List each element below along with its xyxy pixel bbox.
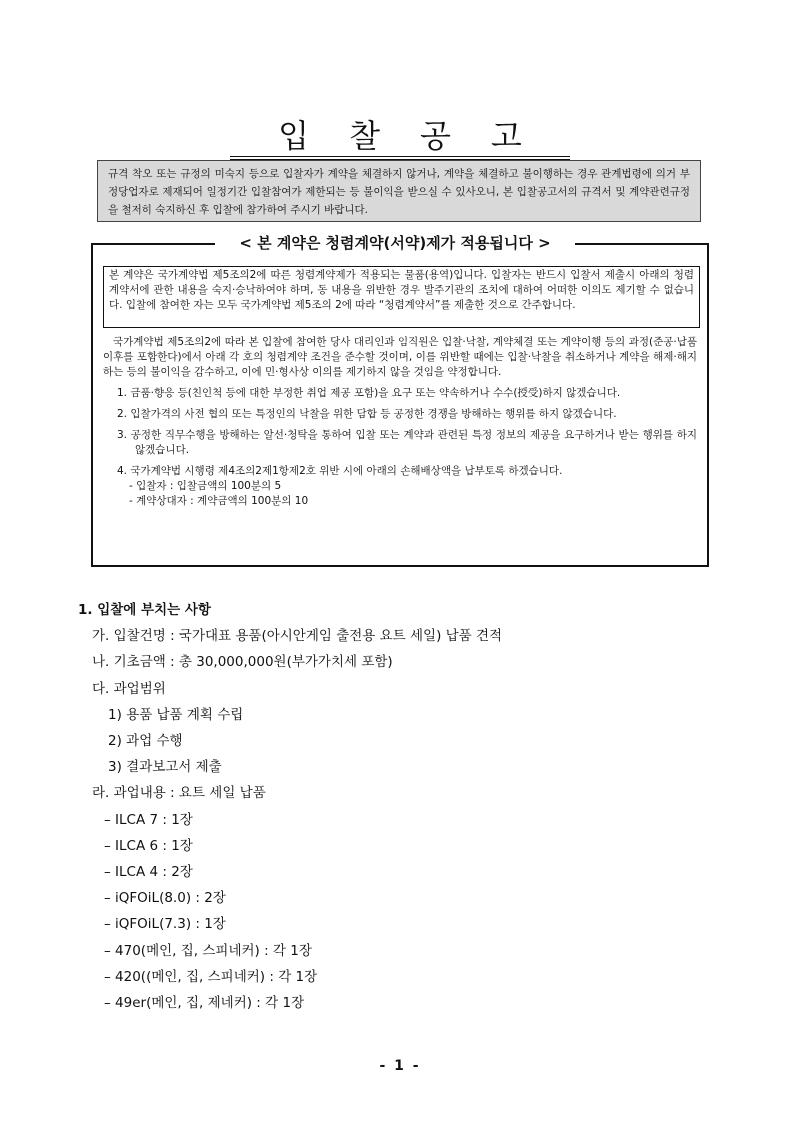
content-item: – iQFOiL(7.3) : 1장 xyxy=(104,916,226,933)
scope-item: 1) 용품 납품 계획 수립 xyxy=(108,706,244,723)
content-item: – 470(메인, 집, 스피네커) : 각 1장 xyxy=(104,942,312,959)
bid-name: 가. 입찰건명 : 국가대표 용품(아시안게임 출전용 요트 세일) 납품 견적 xyxy=(92,628,503,645)
page-title: 입찰공고 xyxy=(230,116,570,160)
pledge-item: 4. 국가계약법 시행령 제4조의2제1항제2호 위반 시에 아래의 손해배상액을 납부토록 하겠습니다. xyxy=(117,465,563,477)
content-item: – ILCA 6 : 1장 xyxy=(104,837,193,854)
bid-items-section xyxy=(78,597,718,1016)
pledge-item: 3. 공정한 직무수행을 방해하는 알선·청탁을 통하여 입찰 또는 계약과 관련된 특정 정보의 제공을 요구하거나 받는 행위를 하지 않겠습니다. xyxy=(117,429,697,456)
scope-item: 2) 과업 수행 xyxy=(108,733,183,750)
penalty-item: - 입찰자 : 입찰금액의 100분의 5 xyxy=(129,480,282,492)
scope-label: 다. 과업범위 xyxy=(92,680,166,697)
warning-notice: 규격 착오 또는 규정의 미숙지 등으로 입찰자가 계약을 체결하지 않거나, 계약을 체결하고 불이행하는 경우 관계법령에 의거 부정당업자로 제재되어 일정기간 입찰참여가 제한되는 등 불이익을 받으실 수 있사오니, 본 입찰공고서의 규격서 및 계약관련규정을 철저히 숙지하신 후 입찰에 참가하여 주시기 바랍니다. xyxy=(97,160,701,222)
penalty-item: - 계약상대자 : 계약금액의 100분의 10 xyxy=(129,495,309,507)
integrity-contract-heading: < 본 계약은 청렴계약(서약)제가 적용됩니다 > xyxy=(215,232,575,254)
integrity-pledge xyxy=(103,335,697,509)
pledge-item: 1. 금품·향응 등(친인척 등에 대한 부정한 취업 제공 포함)을 요구 또는 약속하거나 수수(授受)하지 않겠습니다. xyxy=(117,387,621,399)
content-item: – ILCA 4 : 2장 xyxy=(104,864,193,881)
content-label: 라. 과업내용 : 요트 세일 납품 xyxy=(92,785,266,802)
scope-item: 3) 결과보고서 제출 xyxy=(108,759,222,776)
content-item: – 49er(메인, 집, 제네커) : 각 1장 xyxy=(104,995,305,1012)
content-item: – ILCA 7 : 1장 xyxy=(104,811,193,828)
pledge-intro: 국가계약법 제5조의2에 따라 본 입찰에 참여한 당사 대리인과 임직원은 입찰·낙찰, 계약체결 또는 계약이행 등의 과정(준공·납품 이후를 포함한다)에서 아래 각 호의 청렴계약 조건을 준수할 것이며, 이를 위반할 때에는 입찰·낙찰을 취소하거나 계약을 해제·해지하는 등의 불이익을 감수하고, 이에 민·형사상 이의를 제기하지 않을 것임을 약정합니다. xyxy=(103,336,697,378)
pledge-list xyxy=(103,386,697,509)
page-number: - 1 - xyxy=(379,1058,421,1074)
section-heading: 1. 입찰에 부치는 사항 xyxy=(78,602,211,618)
content-item: – iQFOiL(8.0) : 2장 xyxy=(104,890,226,907)
base-amount: 나. 기초금액 : 총 30,000,000원(부가가치세 포함) xyxy=(92,654,393,671)
content-item: – 420((메인, 집, 스피네커) : 각 1장 xyxy=(104,968,318,985)
pledge-item: 2. 입찰가격의 사전 협의 또는 특정인의 낙찰을 위한 담합 등 공정한 경쟁을 방해하는 행위를 하지 않겠습니다. xyxy=(117,408,617,420)
integrity-notice-box: 본 계약은 국가계약법 제5조의2에 따른 청렴계약제가 적용되는 물품(용역)입니다. 입찰자는 반드시 입찰서 제출시 아래의 청렴계약서에 관한 내용을 숙지·승낙하여야 하며, 동 내용을 위반한 경우 발주기관의 조치에 대하여 어떠한 이의도 제기할 수 없습니다. 입찰에 참여한 자는 모두 국가계약법 제5조의 2에 따라 “청렴계약서”를 제출한 것으로 간주합니다. xyxy=(103,266,700,328)
